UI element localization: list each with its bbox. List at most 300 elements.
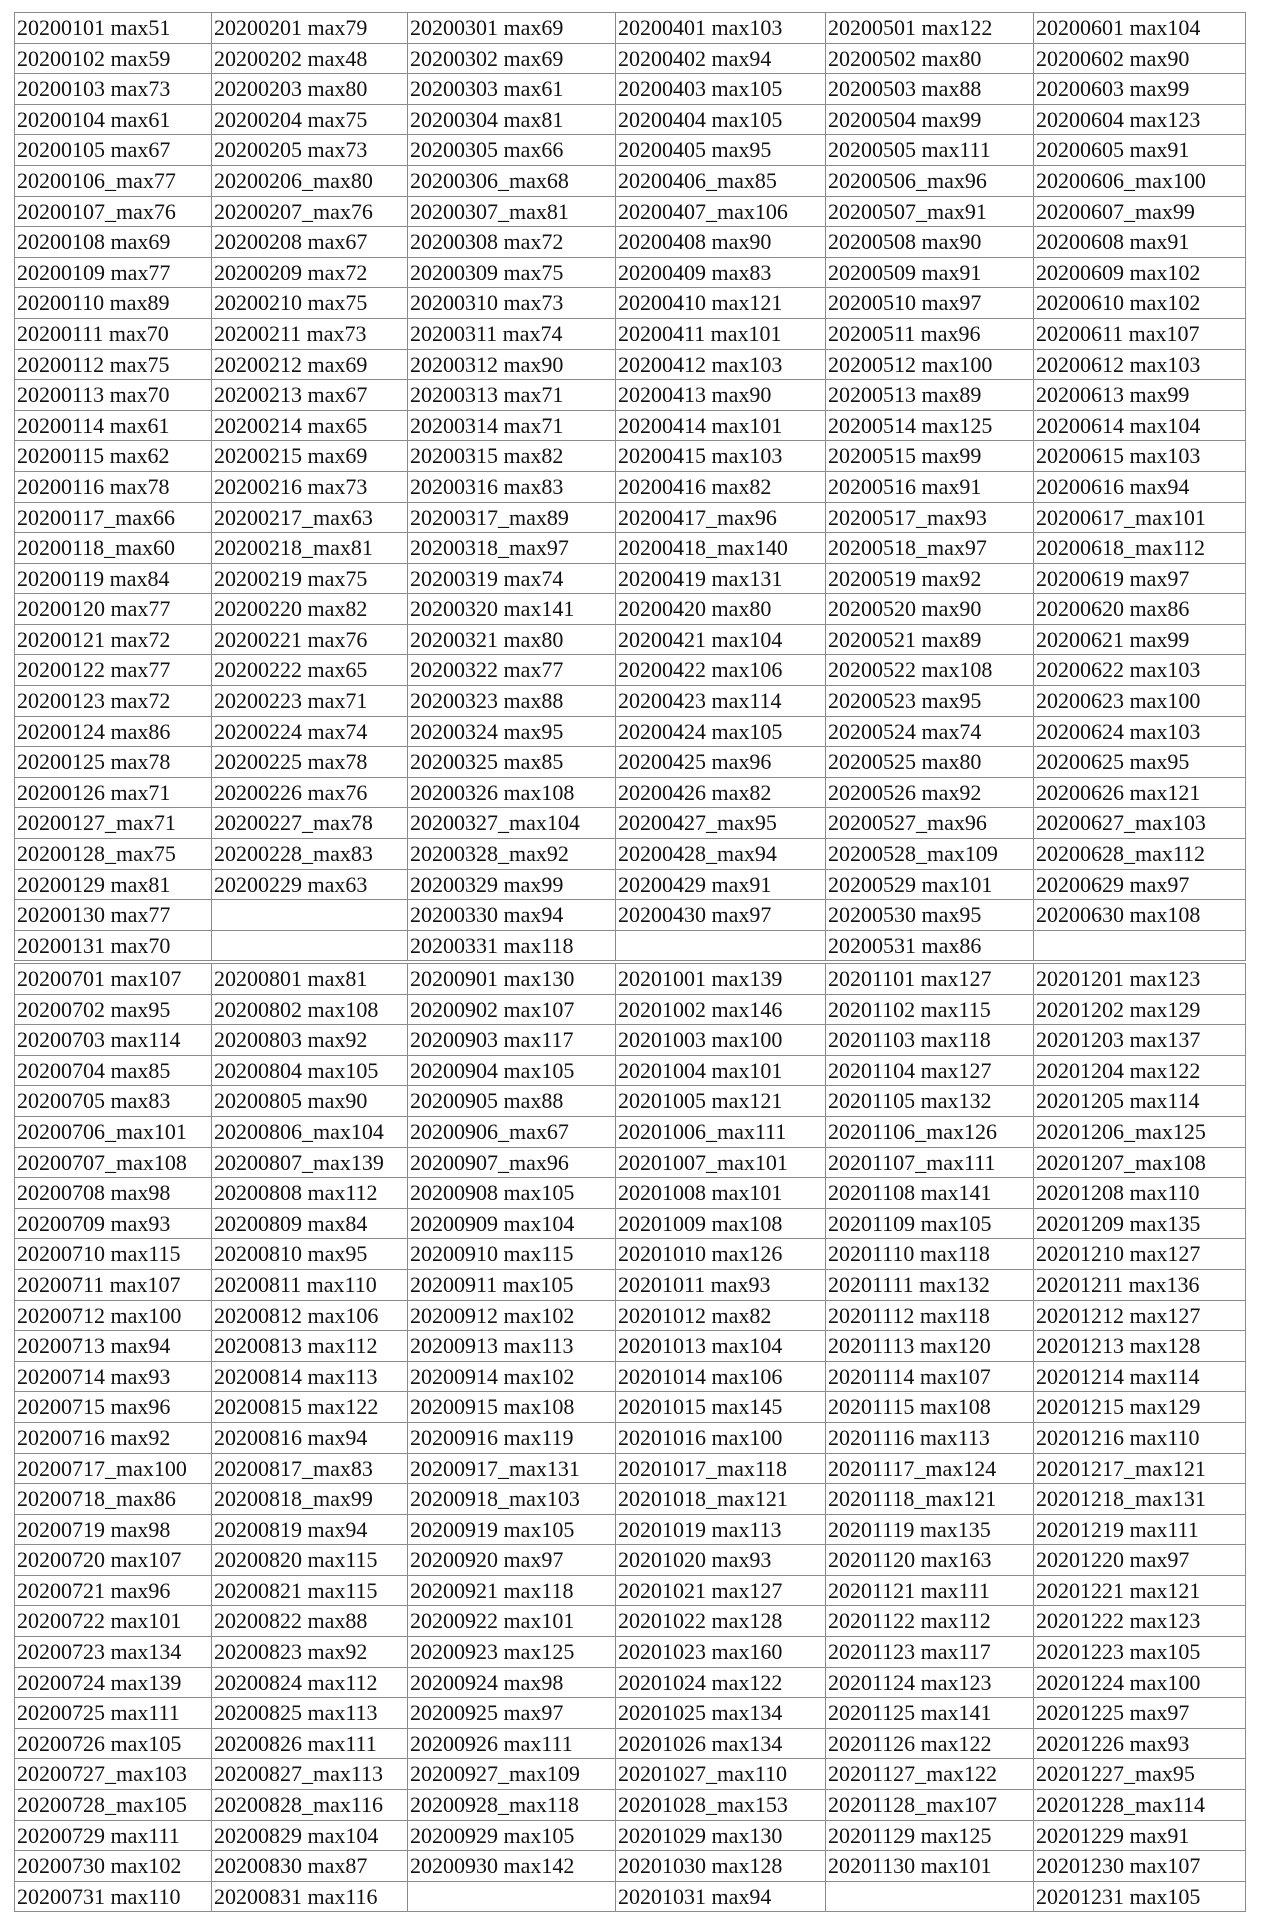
cell-value: 20200811 max110 [214,1271,377,1297]
table-cell [408,624,616,655]
table-row [15,1331,1246,1362]
table-cell [15,624,212,655]
table-cell [616,1147,826,1178]
table-cell [616,777,826,808]
table-cell [616,747,826,778]
table-cell [408,1851,616,1882]
cell-value: 20200524 max74 [828,718,982,744]
cell-value: 20200222 max65 [214,657,368,683]
table-cell [616,13,826,44]
cell-value: 20201024 max122 [618,1669,783,1695]
cell-value: 20200705 max83 [17,1088,171,1114]
table-cell [826,349,1034,380]
table-cell [1034,1759,1246,1790]
table-cell [15,1881,212,1912]
table-cell [15,1208,212,1239]
cell-value: 20200225 max78 [214,749,368,775]
table-cell [408,104,616,135]
table-cell [212,288,408,319]
table-cell [408,165,616,196]
table-cell [826,964,1034,995]
cell-value: 20201122 max112 [828,1608,991,1634]
table-cell [408,1269,616,1300]
cell-value: 20200924 max98 [410,1669,564,1695]
table-cell [616,471,826,502]
table-cell [15,1637,212,1668]
cell-value: 20200408 max90 [618,229,772,255]
cell-value: 20200621 max99 [1036,626,1190,652]
table-cell [408,1331,616,1362]
cell-value: 20200108 max69 [17,229,171,255]
cell-value: 20200819 max94 [214,1516,368,1542]
table-cell [826,1851,1034,1882]
table-cell [212,349,408,380]
cell-value: 20200903 max117 [410,1027,574,1053]
table-cell [408,1116,616,1147]
table-cell [826,594,1034,625]
table-cell [212,1698,408,1729]
table-cell [616,1361,826,1392]
cell-value: 20201201 max123 [1036,966,1201,991]
cell-value: 20200626 max121 [1036,779,1201,805]
cell-value: 20200201 max79 [214,15,368,40]
cell-value: 20200905 max88 [410,1088,564,1114]
cell-value: 20200427_max95 [618,810,777,836]
table-cell [408,777,616,808]
cell-value: 20200415 max103 [618,443,783,469]
cell-value: 20200120 max77 [17,596,171,622]
table-cell [15,1759,212,1790]
table-cell [1034,964,1246,995]
table-cell [826,502,1034,533]
table-cell [1034,594,1246,625]
cell-value: 20200127_max71 [17,810,176,836]
table-row [15,839,1246,870]
table-cell [408,135,616,166]
table-cell [1034,165,1246,196]
cell-value: 20201218_max131 [1036,1486,1206,1512]
cell-value: 20200517_max93 [828,504,987,530]
table-cell [826,1361,1034,1392]
table-row [15,1728,1246,1759]
table-row [15,165,1246,196]
table-cell [15,43,212,74]
table-cell [1034,1331,1246,1362]
cell-value: 20201018_max121 [618,1486,788,1512]
table-cell [408,13,616,44]
cell-value: 20200714 max93 [17,1363,171,1389]
cell-value: 20200727_max103 [17,1761,187,1787]
cell-value: 20200817_max83 [214,1455,373,1481]
table-cell [1034,1147,1246,1178]
table-cell [826,1453,1034,1484]
table-cell [212,13,408,44]
table-cell [408,380,616,411]
cell-value: 20201030 max128 [618,1853,783,1879]
cell-value: 20200309 max75 [410,259,564,285]
table-cell [826,808,1034,839]
table-row [15,1178,1246,1209]
table-cell [212,1147,408,1178]
table-row [15,716,1246,747]
cell-value: 20201109 max105 [828,1210,992,1236]
cell-value: 20200920 max97 [410,1547,564,1573]
table-cell [15,227,212,258]
cell-value: 20200816 max94 [214,1424,368,1450]
table-cell [212,1178,408,1209]
table-cell [826,1606,1034,1637]
cell-value: 20200812 max106 [214,1302,379,1328]
cell-value: 20200217_max63 [214,504,373,530]
table-cell [826,1239,1034,1270]
table-row [15,1759,1246,1790]
table-cell [15,1392,212,1423]
cell-value: 20200906_max67 [410,1118,569,1144]
cell-value: 20200916 max119 [410,1424,574,1450]
table-cell [826,686,1034,717]
table-cell [408,227,616,258]
table-cell [826,13,1034,44]
table-cell [826,869,1034,900]
cell-value: 20200325 max85 [410,749,564,775]
table-cell [616,1208,826,1239]
table-cell [616,716,826,747]
cell-value: 20200908 max105 [410,1180,575,1206]
table-cell [15,808,212,839]
cell-value: 20200416 max82 [618,473,772,499]
table-cell [408,1637,616,1668]
table-cell [408,471,616,502]
table-row [15,1881,1246,1912]
cell-value: 20200717_max100 [17,1455,187,1481]
table-cell [1034,1484,1246,1515]
table-cell [826,288,1034,319]
cell-value: 20201115 max108 [828,1394,991,1420]
table-row [15,288,1246,319]
table-cell [1034,1453,1246,1484]
cell-value: 20200522 max108 [828,657,993,683]
cell-value: 20201001 max139 [618,966,783,991]
table-row [15,380,1246,411]
table-cell [1034,624,1246,655]
table-cell [616,1514,826,1545]
table-cell [826,655,1034,686]
cell-value: 20200830 max87 [214,1853,368,1879]
cell-value: 20201011 max93 [618,1271,771,1297]
cell-value: 20200228_max83 [214,841,373,867]
table-cell [408,1514,616,1545]
cell-value: 20200414 max101 [618,412,783,438]
table-cell [616,441,826,472]
cell-value: 20200329 max99 [410,871,564,897]
cell-value: 20200506_max96 [828,167,987,193]
cell-value: 20201022 max128 [618,1608,783,1634]
cell-value: 20200519 max92 [828,565,982,591]
table-cell [15,196,212,227]
cell-value: 20200610 max102 [1036,290,1201,316]
table-cell [616,288,826,319]
cell-value: 20200805 max90 [214,1088,368,1114]
table-cell [408,1759,616,1790]
table-cell [212,533,408,564]
cell-value: 20200421 max104 [618,626,783,652]
table-row [15,1575,1246,1606]
table-cell [408,43,616,74]
cell-value: 20200818_max99 [214,1486,373,1512]
cell-value: 20200413 max90 [618,382,772,408]
cell-value: 20201026 max134 [618,1730,783,1756]
table-cell [15,594,212,625]
cell-value: 20201214 max114 [1036,1363,1200,1389]
cell-value: 20201025 max134 [618,1700,783,1726]
table-cell [212,441,408,472]
cell-value: 20200110 max89 [17,290,170,316]
table-cell [826,196,1034,227]
table-cell [826,1545,1034,1576]
table-cell [826,1667,1034,1698]
cell-value: 20200504 max99 [828,106,982,132]
table-cell [1034,1178,1246,1209]
cell-value: 20200215 max69 [214,443,368,469]
table-cell [15,1667,212,1698]
table-cell [408,502,616,533]
table-cell [408,1086,616,1117]
cell-value: 20201224 max100 [1036,1669,1201,1695]
cell-value: 20200729 max111 [17,1822,180,1848]
table-cell [616,1331,826,1362]
cell-value: 20200411 max101 [618,320,782,346]
cell-value: 20201101 max127 [828,966,992,991]
table-cell [212,1239,408,1270]
cell-value: 20200418_max140 [618,535,788,561]
table-cell [1034,1422,1246,1453]
cell-value: 20200627_max103 [1036,810,1206,836]
table-cell [826,380,1034,411]
table-cell [212,1025,408,1056]
table-cell [15,13,212,44]
cell-value: 20201216 max110 [1036,1424,1200,1450]
cell-value: 20201103 max118 [828,1027,991,1053]
cell-value: 20200331 max118 [410,932,574,958]
table-cell [616,380,826,411]
cell-value: 20200103 max73 [17,76,171,102]
table-cell [616,624,826,655]
table-row [15,1422,1246,1453]
cell-value: 20200106_max77 [17,167,176,193]
table-cell [212,747,408,778]
table-cell [616,74,826,105]
table-cell [616,1728,826,1759]
cell-value: 20200123 max72 [17,688,171,714]
table-cell [616,257,826,288]
table-cell [212,869,408,900]
table-cell [1034,900,1246,931]
cell-value: 20200531 max86 [828,932,982,958]
cell-value: 20200713 max94 [17,1333,171,1359]
cell-value: 20200204 max75 [214,106,368,132]
cell-value: 20201117_max124 [828,1455,997,1481]
table-cell [15,1116,212,1147]
table-cell [1034,43,1246,74]
cell-value: 20200907_max96 [410,1149,569,1175]
table-cell [15,380,212,411]
table-cell [616,410,826,441]
cell-value: 20201013 max104 [618,1333,783,1359]
table-cell [212,1331,408,1362]
table-cell [212,74,408,105]
cell-value: 20200814 max113 [214,1363,378,1389]
table-cell [616,1269,826,1300]
cell-value: 20200927_max109 [410,1761,580,1787]
table-cell [616,1422,826,1453]
table-cell [1034,502,1246,533]
cell-value: 20200930 max142 [410,1853,575,1879]
cell-value: 20200303 max61 [410,76,564,102]
table-row [15,1269,1246,1300]
cell-value: 20200804 max105 [214,1057,379,1083]
table-cell [1034,1392,1246,1423]
table-row [15,964,1246,995]
table-cell [408,1820,616,1851]
cell-value: 20201124 max123 [828,1669,992,1695]
table-cell [408,563,616,594]
cell-value: 20200227_max78 [214,810,373,836]
table-cell [212,1606,408,1637]
cell-value: 20200326 max108 [410,779,575,805]
table-cell [616,1055,826,1086]
cell-value: 20200712 max100 [17,1302,182,1328]
cell-value: 20200722 max101 [17,1608,182,1634]
cell-value: 20200715 max96 [17,1394,171,1420]
table-jul-dec [14,963,1246,1912]
cell-value: 20201028_max153 [618,1792,788,1818]
cell-value: 20201128_max107 [828,1792,998,1818]
cell-value: 20200516 max91 [828,473,982,499]
cell-value: 20200911 max105 [410,1271,574,1297]
table-cell [15,257,212,288]
table-cell [1034,1025,1246,1056]
cell-value: 20200229 max63 [214,871,368,897]
cell-value: 20200728_max105 [17,1792,187,1818]
cell-value: 20200528_max109 [828,841,998,867]
table-row [15,994,1246,1025]
cell-value: 20200422 max106 [618,657,783,683]
cell-value: 20200723 max134 [17,1639,182,1665]
table-cell [212,135,408,166]
table-cell [616,43,826,74]
cell-value: 20200708 max98 [17,1180,171,1206]
table-cell [408,839,616,870]
cell-value: 20200503 max88 [828,76,982,102]
cell-value: 20200203 max80 [214,76,368,102]
cell-value: 20201229 max91 [1036,1822,1190,1848]
cell-value: 20201119 max135 [828,1516,991,1542]
cell-value: 20200922 max101 [410,1608,575,1634]
table-cell [1034,1086,1246,1117]
cell-value: 20201009 max108 [618,1210,783,1236]
table-cell [826,43,1034,74]
table-cell [408,441,616,472]
table-cell [616,533,826,564]
cell-value: 20200105 max67 [17,137,171,163]
table-cell [1034,1728,1246,1759]
cell-value: 20201211 max136 [1036,1271,1200,1297]
table-row [15,869,1246,900]
cell-value: 20201221 max121 [1036,1577,1201,1603]
table-row [15,318,1246,349]
table-cell [212,1116,408,1147]
table-cell [212,227,408,258]
cell-value: 20201204 max122 [1036,1057,1201,1083]
table-cell [616,1820,826,1851]
table-cell [826,1392,1034,1423]
cell-value: 20200810 max95 [214,1241,368,1267]
cell-value: 20200406_max85 [618,167,777,193]
cell-value: 20200724 max139 [17,1669,182,1695]
cell-value: 20200425 max96 [618,749,772,775]
table-cell [826,624,1034,655]
cell-value: 20201020 max93 [618,1547,772,1573]
cell-value: 20201220 max97 [1036,1547,1190,1573]
cell-value: 20200507_max91 [828,198,987,224]
cell-value: 20200925 max97 [410,1700,564,1726]
table-cell [15,655,212,686]
table-row [15,1025,1246,1056]
table-cell [616,1453,826,1484]
cell-value: 20200112 max75 [17,351,170,377]
table-cell [212,994,408,1025]
cell-value: 20200305 max66 [410,137,564,163]
cell-value: 20200530 max95 [828,902,982,928]
cell-value: 20200913 max113 [410,1333,574,1359]
cell-value: 20200702 max95 [17,996,171,1022]
cell-value: 20200711 max107 [17,1271,181,1297]
table-cell [1034,74,1246,105]
cell-value: 20200119 max84 [17,565,170,591]
table-cell [826,747,1034,778]
table-row [15,227,1246,258]
table-cell [15,994,212,1025]
table-cell [15,165,212,196]
table-jan-jun [14,12,1246,961]
table-row [15,808,1246,839]
table-cell [1034,135,1246,166]
cell-value: 20200601 max104 [1036,15,1201,40]
cell-value: 20201230 max107 [1036,1853,1201,1879]
table-cell [212,808,408,839]
table-row [15,1514,1246,1545]
cell-value: 20200629 max97 [1036,871,1190,897]
cell-value: 20201121 max111 [828,1577,990,1603]
table-cell [212,1637,408,1668]
table-cell [616,1851,826,1882]
cell-value: 20200514 max125 [828,412,993,438]
table-cell [15,74,212,105]
table-cell [15,349,212,380]
table-row [15,1453,1246,1484]
cell-value: 20200508 max90 [828,229,982,255]
cell-value: 20200623 max100 [1036,688,1201,714]
cell-value: 20200311 max74 [410,320,563,346]
table-row [15,747,1246,778]
table-cell [826,1055,1034,1086]
table-cell [212,1820,408,1851]
cell-value: 20200901 max130 [410,966,575,991]
cell-value: 20200608 max91 [1036,229,1190,255]
cell-value: 20200824 max112 [214,1669,378,1695]
cell-value: 20200319 max74 [410,565,564,591]
table-row [15,1300,1246,1331]
